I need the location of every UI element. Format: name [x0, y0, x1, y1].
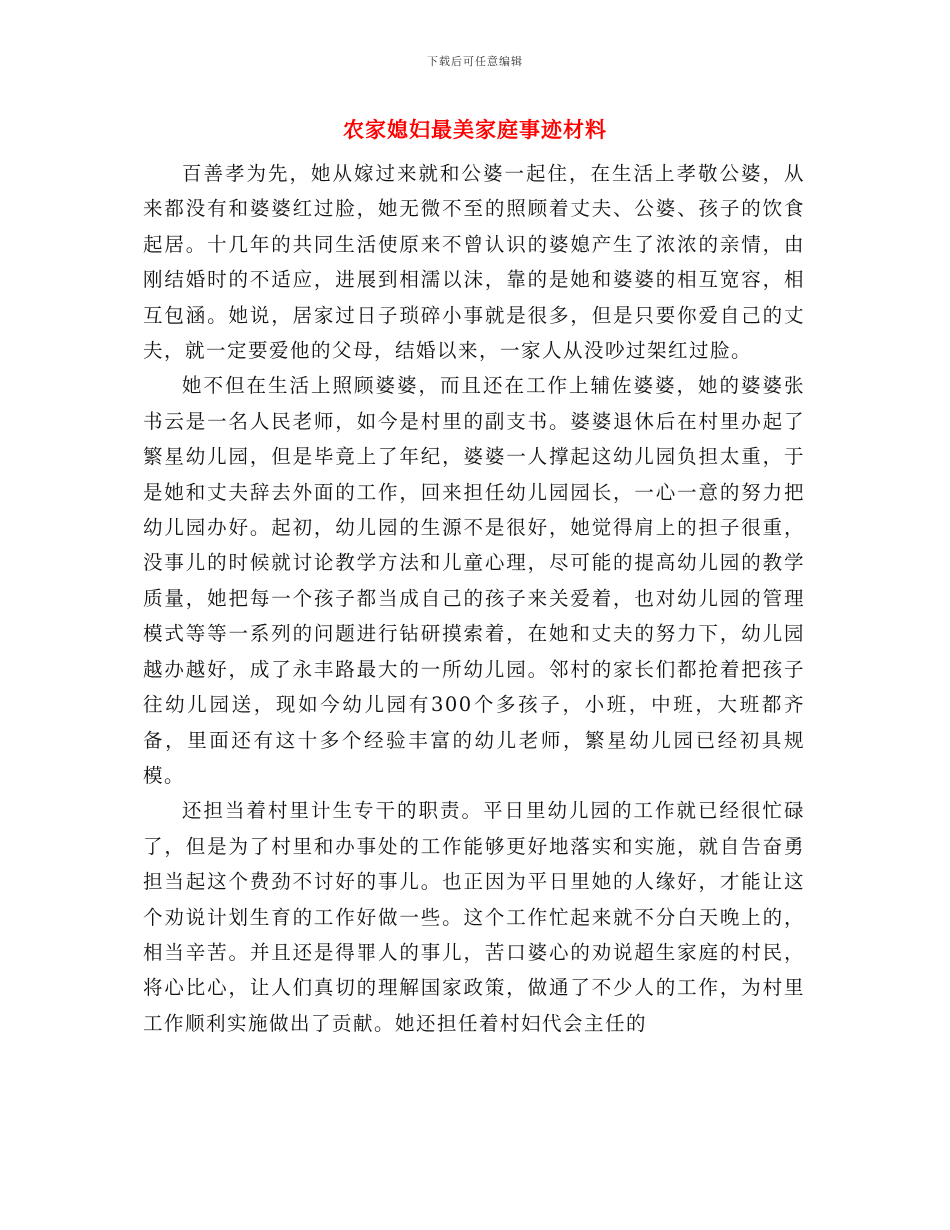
- header-note: 下载后可任意编辑: [427, 55, 523, 68]
- paragraph-filial-piety: 百善孝为先，她从嫁过来就和公婆一起住，在生活上孝敬公婆，从来都没有和婆婆红过脸，她无微不至的照顾着丈夫、公婆、孩子的饮食起居。十几年的共同生活使原来不曾认识的婆媳产生了浓浓的亲情，由刚结婚时的不适应，进展到相濡以沫，靠的是她和婆婆的相互宽容，相互包涵。她说，居家过日子琐碎小事就是很多，但是只要你爱自己的丈夫，就一定要爱他的父母，结婚以来，一家人从没吵过架红过脸。: [143, 162, 805, 363]
- document-title: 农家媳妇最美家庭事迹材料: [343, 118, 607, 142]
- document-body: [143, 156, 805, 1041]
- paragraph-kindergarten: 她不但在生活上照顾婆婆，而且还在工作上辅佐婆婆，她的婆婆张书云是一名人民老师，如今是村里的副支书。婆婆退休后在村里办起了繁星幼儿园，但是毕竟上了年纪，婆婆一人撑起这幼儿园负担太重，于是她和丈夫辞去外面的工作，回来担任幼儿园园长，一心一意的努力把幼儿园办好。起初，幼儿园的生源不是很好，她觉得肩上的担子很重，没事儿的时候就讨论教学方法和儿童心理，尽可能的提高幼儿园的教学质量，她把每一个孩子都当成自己的孩子来关爱着，也对幼儿园的管理模式等等一系列的问题进行钻研摸索着，在她和丈夫的努力下，幼儿园越办越好，成了永丰路最大的一所幼儿园。邻村的家长们都抢着把孩子往幼儿园送，现如今幼儿园有300个多孩子，小班，中班，大班都齐备，里面还有这十多个经验丰富的幼儿老师，繁星幼儿园已经初具规模。: [143, 374, 805, 787]
- paragraph-family-planning: 还担当着村里计生专干的职责。平日里幼儿园的工作就已经很忙碌了，但是为了村里和办事处的工作能够更好地落实和实施，就自告奋勇担当起这个费劲不讨好的事儿。也正因为平日里她的人缘好，才能让这个劝说计划生育的工作好做一些。这个工作忙起来就不分白天晚上的，相当辛苦。并且还是得罪人的事儿，苦口婆心的劝说超生家庭的村民，将心比心，让人们真切的理解国家政策，做通了不少人的工作，为村里工作顺利实施做出了贡献。她还担任着村妇代会主任的: [143, 799, 805, 1035]
